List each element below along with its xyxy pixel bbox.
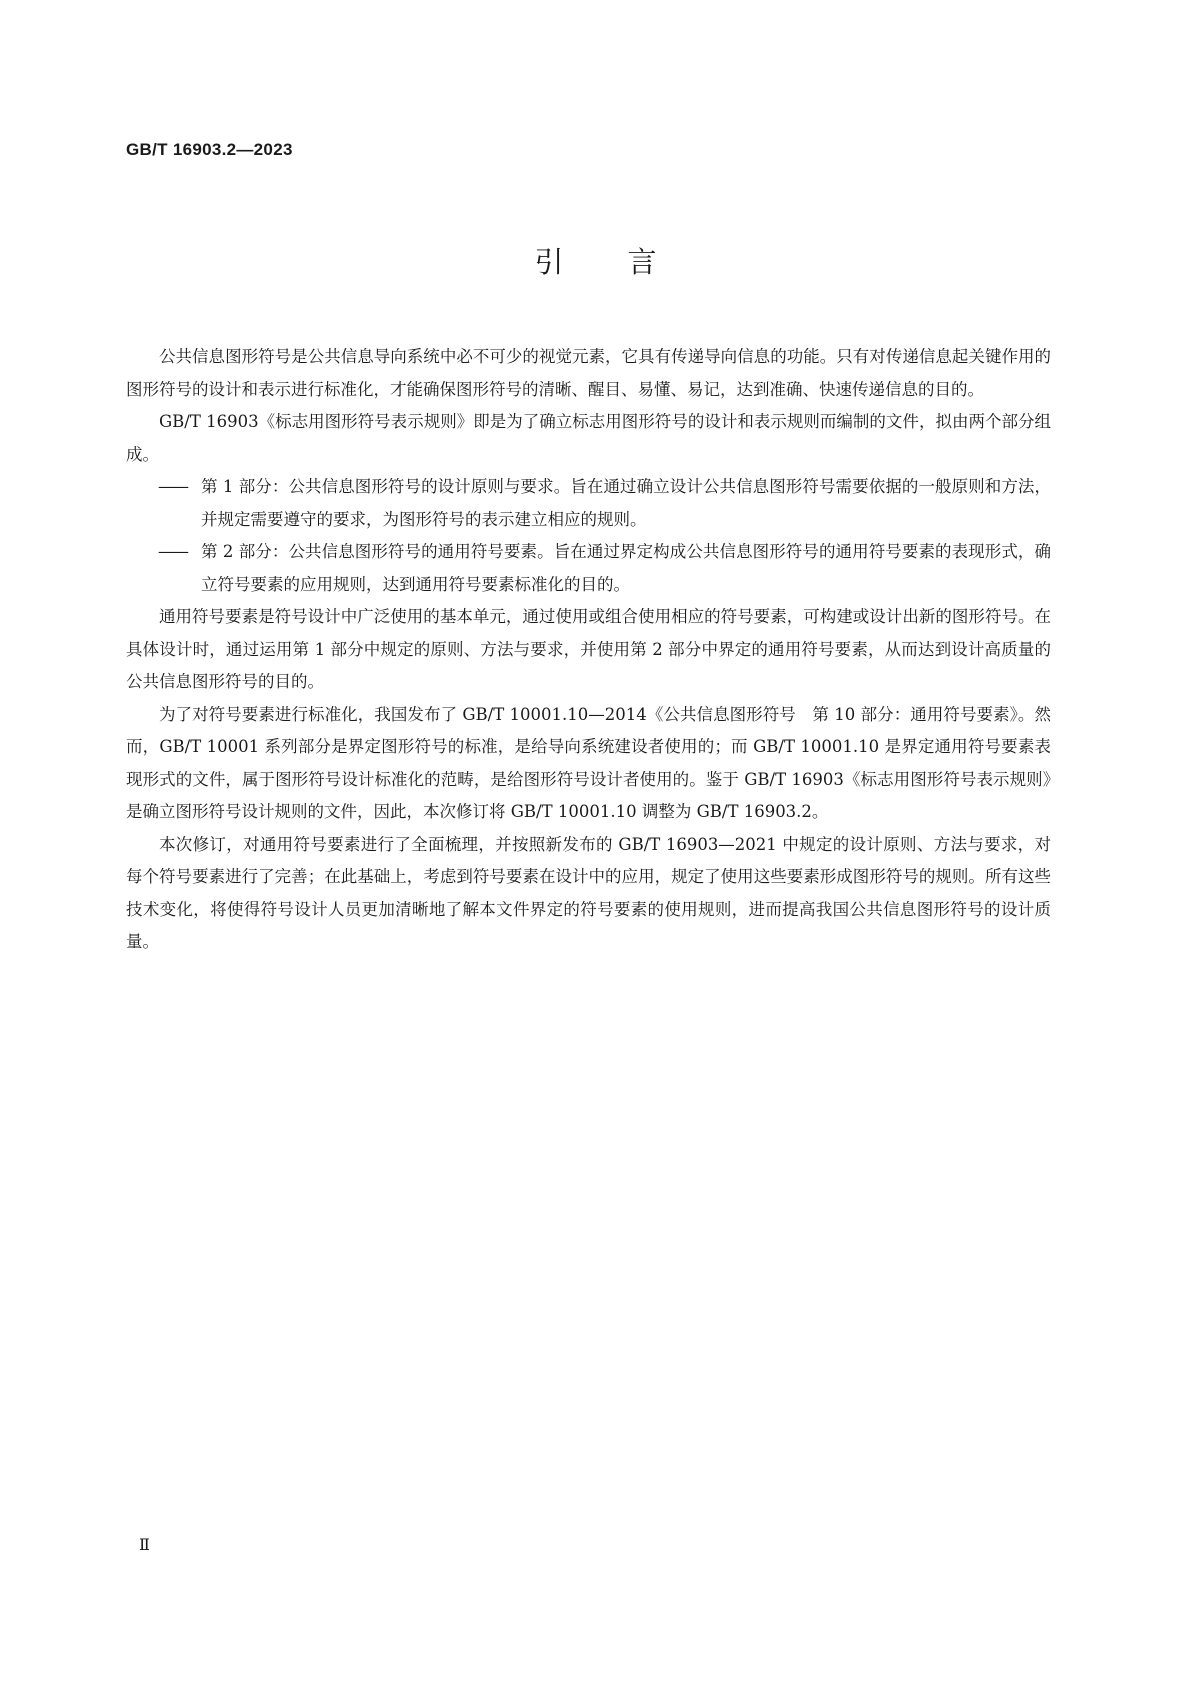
paragraph-5: 本次修订，对通用符号要素进行了全面梳理，并按照新发布的 GB/T 16903—2021 中规定的设计原则、方法与要求，对每个符号要素进行了完善；在此基础上，考虑到符号要素在设计中的应用，规定了使用这些要素形成图形符号的规则。所有这些技术变化，将使得符号设计人员更加清晰地了解本文件界定的符号要素的使用规则，进而提高我国公共信息图形符号的设计质量。 xyxy=(126,834,1051,951)
list-item-text: 第 1 部分：公共信息图形符号的设计原则与要求。旨在通过确立设计公共信息图形符号需要依据的一般原则和方法，并规定需要遵守的要求，为图形符号的表示建立相应的规则。 xyxy=(201,477,1051,529)
standard-code: GB/T 16903.2—2023 xyxy=(126,140,293,159)
list-dash: —— xyxy=(158,542,187,561)
list-item-text: 第 2 部分：公共信息图形符号的通用符号要素。旨在通过界定构成公共信息图形符号的通用符号要素的表现形式，确立符号要素的应用规则，达到通用符号要素标准化的目的。 xyxy=(201,542,1051,594)
paragraph-1: 公共信息图形符号是公共信息导向系统中必不可少的视觉元素，它具有传递导向信息的功能。只有对传递信息起关键作用的图形符号的设计和表示进行标准化，才能确保图形符号的清晰、醒目、易懂、易记，达到准确、快速传递信息的目的。 xyxy=(126,347,1051,399)
list-dash: —— xyxy=(158,477,187,496)
paragraph-4: 为了对符号要素进行标准化，我国发布了 GB/T 10001.10—2014《公共信息图形符号 第 10 部分：通用符号要素》。然而，GB/T 10001 系列部分是界定图形符号的标准，是给导向系统建设者使用的；而 GB/T 10001.10 是界定通用符号要素表现形式的文件，属于图形符号设计标准化的范畴，是给图形符号设计者使用的。鉴于 GB/T 16903《标志用图形符号表示规则》是确立图形符号设计规则的文件，因此，本次修订将 GB/T 10001.10 调整为 GB/T 16903.2。 xyxy=(126,704,1051,821)
page-number: Ⅱ xyxy=(139,1535,150,1554)
list-item-part-2 xyxy=(126,536,1051,601)
page-title: 引言 xyxy=(534,245,721,279)
paragraph-3: 通用符号要素是符号设计中广泛使用的基本单元，通过使用或组合使用相应的符号要素，可构建或设计出新的图形符号。在具体设计时，通过运用第 1 部分中规定的原则、方法与要求，并使用第 2 部分中界定的通用符号要素，从而达到设计高质量的公共信息图形符号的目的。 xyxy=(126,607,1051,691)
list-item-part-1 xyxy=(126,471,1051,536)
introduction-body xyxy=(126,341,1051,959)
paragraph-2: GB/T 16903《标志用图形符号表示规则》即是为了确立标志用图形符号的设计和表示规则而编制的文件，拟由两个部分组成。 xyxy=(126,412,1051,464)
